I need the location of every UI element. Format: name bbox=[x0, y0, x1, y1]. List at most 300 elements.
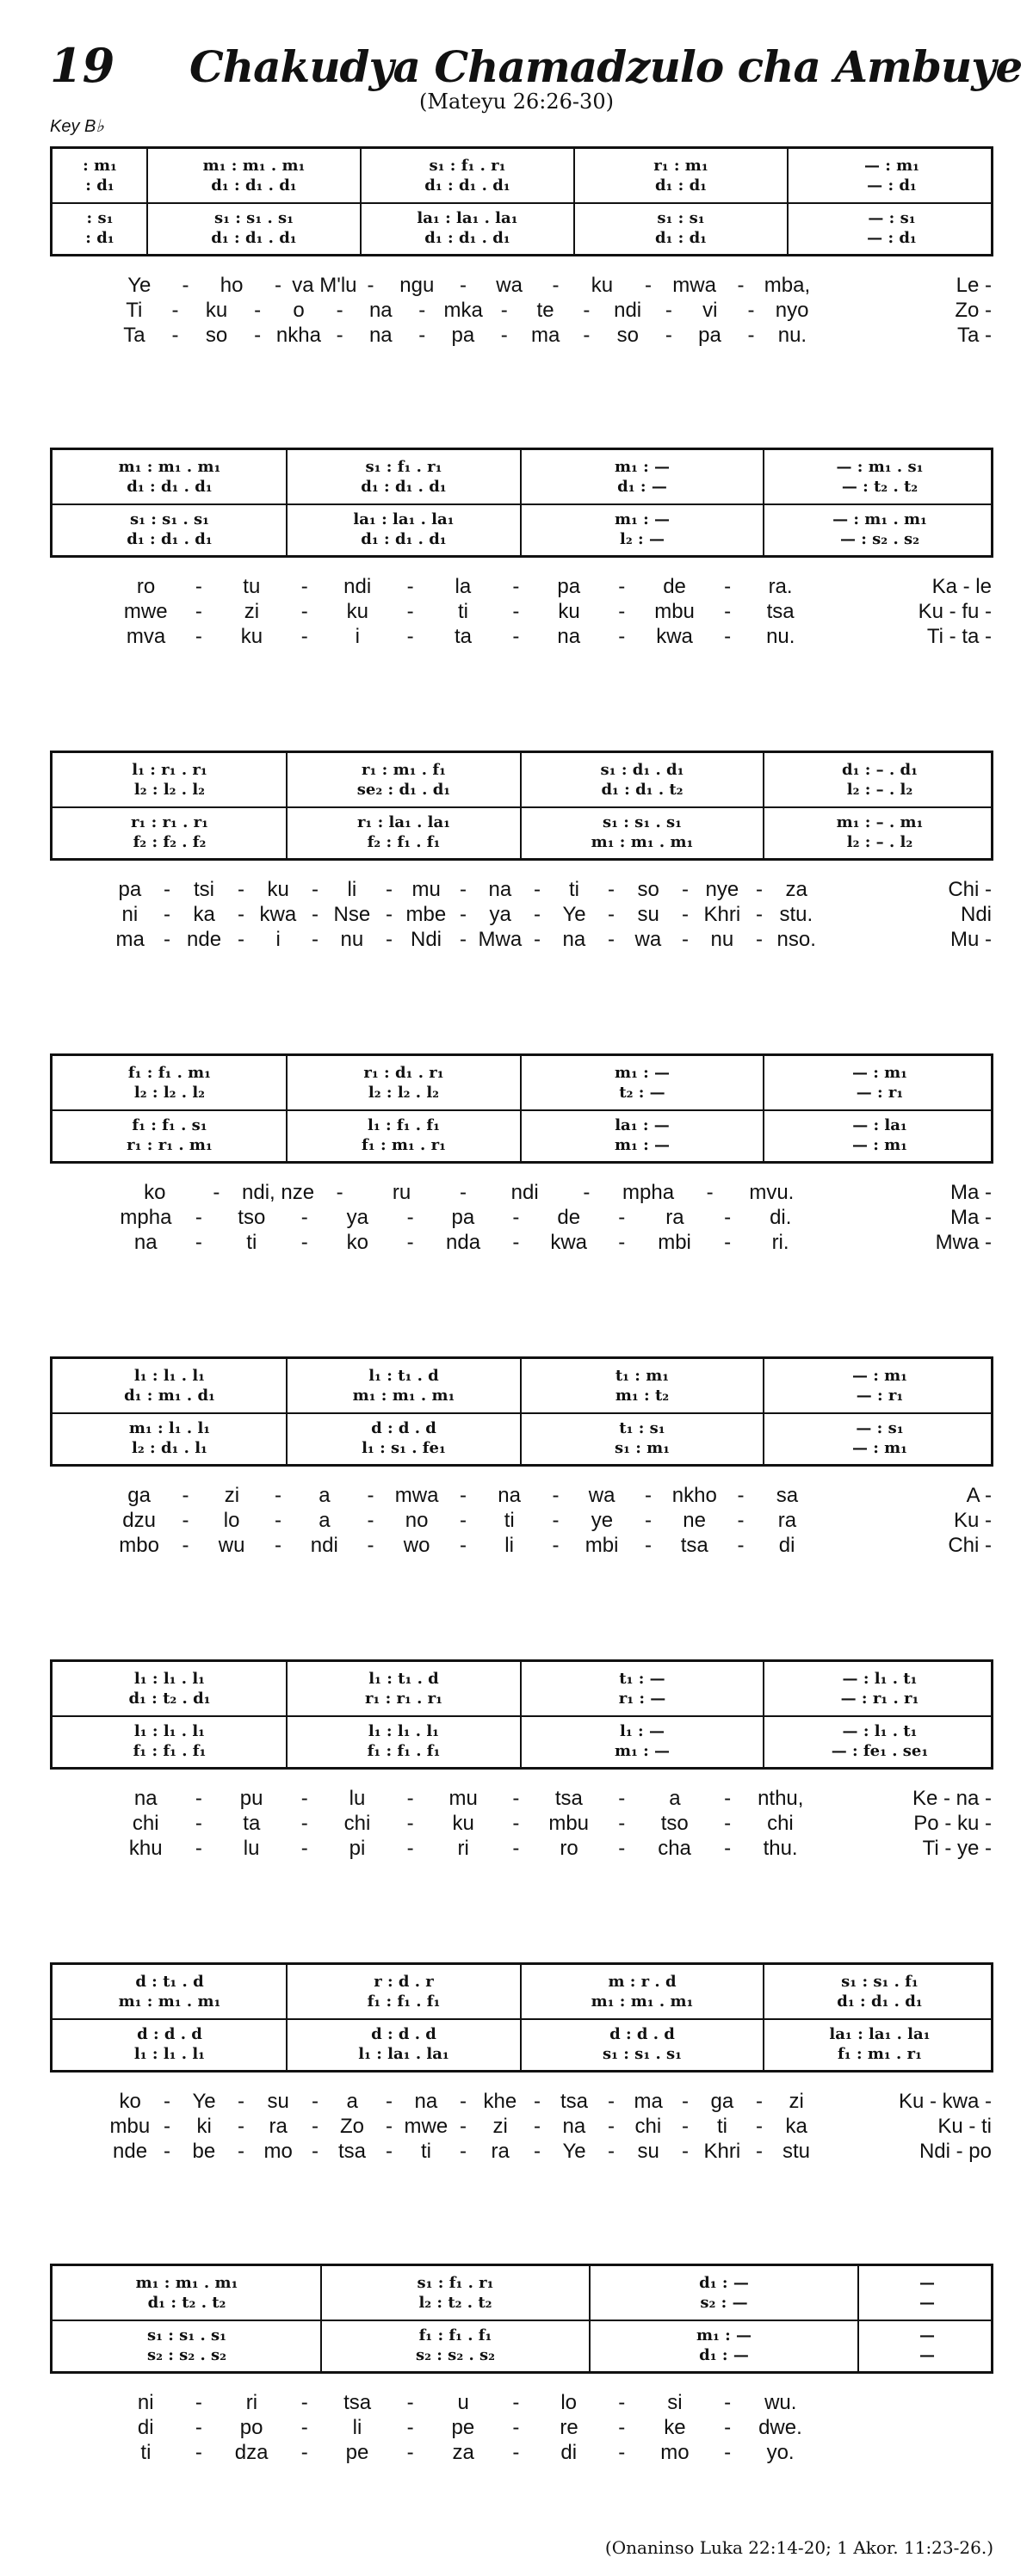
syllable-hyphen: - bbox=[238, 2140, 244, 2163]
syllable-hyphen: - bbox=[195, 2441, 202, 2464]
solfa-notes: — : s₂ . s₂ bbox=[839, 529, 919, 548]
lyric-syllable: thu. bbox=[763, 1837, 798, 1860]
lyric-verse-1 bbox=[50, 2090, 993, 2114]
syllable-hyphen: - bbox=[747, 299, 755, 322]
solfa-notes: s₁ : f₁ . r₁ bbox=[365, 457, 442, 476]
measure bbox=[788, 149, 996, 254]
lyric-syllable: Khri bbox=[703, 903, 741, 926]
lyric-syllable: Ta bbox=[123, 324, 145, 347]
solfa-notes: r₁ : m₁ . f₁ bbox=[362, 760, 446, 779]
measure bbox=[521, 1965, 764, 2070]
voice-part bbox=[521, 1418, 764, 1438]
voice-part bbox=[361, 175, 574, 195]
lyric-syllable: ra. bbox=[768, 575, 793, 598]
lyric-syllable: mvu. bbox=[749, 1181, 795, 1204]
solfa-notes: d₁ : t₂ . d₁ bbox=[128, 1689, 211, 1708]
syllable-hyphen: - bbox=[665, 324, 672, 347]
lyric-syllable: lo bbox=[560, 2391, 578, 2414]
lyric-syllable: ke bbox=[664, 2416, 686, 2439]
solfa-notes: — : t₂ . t₂ bbox=[841, 477, 919, 496]
syllable-hyphen: - bbox=[608, 2090, 615, 2113]
voice-part bbox=[53, 2292, 321, 2313]
lyric-syllable: na bbox=[562, 2115, 586, 2138]
syllable-hyphen: - bbox=[512, 625, 520, 648]
voice-part bbox=[321, 2272, 590, 2293]
syllable-hyphen: - bbox=[300, 1231, 308, 1254]
lyric-syllable: na bbox=[133, 1231, 158, 1254]
syllable-hyphen: - bbox=[386, 928, 393, 951]
lyric-syllable: kwa bbox=[550, 1231, 588, 1254]
voice-part bbox=[521, 831, 764, 852]
lyric-syllable: vi bbox=[702, 299, 718, 322]
lyric-syllable: na bbox=[414, 2090, 438, 2113]
syllable-hyphen: - bbox=[737, 1509, 745, 1532]
lyric-syllable: Zo bbox=[340, 2115, 365, 2138]
lyric-syllable: nu. bbox=[766, 625, 795, 648]
solfa-notes: : d₁ bbox=[85, 176, 114, 195]
lyric-verse-3 bbox=[50, 324, 993, 348]
syllable-hyphen: - bbox=[300, 600, 308, 623]
solfa-notes: l₁ : r₁ . r₁ bbox=[132, 760, 207, 779]
voice-part bbox=[521, 1688, 764, 1708]
syllable-hyphen: - bbox=[724, 1787, 732, 1810]
lyric-syllable: ye bbox=[591, 1509, 614, 1532]
lyric-syllable: pe bbox=[451, 2416, 475, 2439]
measure bbox=[764, 1056, 996, 1161]
lyric-syllable: nkho bbox=[671, 1484, 717, 1507]
voice-part bbox=[287, 1668, 521, 1689]
voice-part bbox=[590, 2325, 858, 2345]
score-system bbox=[50, 751, 993, 861]
lyric-syllable: ndi bbox=[614, 299, 642, 322]
syllable-hyphen: - bbox=[460, 1509, 467, 1532]
syllable-hyphen: - bbox=[608, 903, 615, 926]
solfa-notes: t₁ : m₁ bbox=[615, 1366, 670, 1385]
solfa-notes: f₁ : f₁ . s₁ bbox=[132, 1115, 207, 1134]
lyric-syllable: ti bbox=[421, 2140, 431, 2163]
syllable-hyphen: - bbox=[164, 928, 170, 951]
lyric-syllable: ku bbox=[240, 625, 263, 648]
syllable-hyphen: - bbox=[195, 1837, 202, 1860]
voice-part bbox=[53, 1720, 287, 1741]
syllable-hyphen: - bbox=[682, 2090, 689, 2113]
lyric-syllable: mbu bbox=[109, 2115, 151, 2138]
lyric-syllable: ya bbox=[346, 1206, 368, 1229]
lyric-syllable: ga bbox=[710, 2090, 734, 2113]
lyric-syllable: mwe bbox=[123, 600, 168, 623]
voice-part bbox=[53, 227, 147, 248]
lyric-syllable: nda bbox=[446, 1231, 481, 1254]
measure bbox=[53, 2266, 321, 2371]
solfa-notes: l₂ : – . l₂ bbox=[846, 780, 913, 799]
lyric-verse-1 bbox=[50, 1181, 993, 1205]
lyric-syllable: ku bbox=[591, 274, 614, 297]
solfa-notes: l₂ : t₂ . t₂ bbox=[418, 2293, 492, 2312]
solfa-notes: l₁ : s₁ . fe₁ bbox=[362, 1438, 446, 1457]
syllable-hyphen: - bbox=[460, 903, 467, 926]
syllable-hyphen: - bbox=[406, 625, 414, 648]
voice-part bbox=[764, 509, 996, 529]
solfa-notes: l₁ : l₁ . l₁ bbox=[133, 1721, 206, 1740]
solfa-notes: d₁ : d₁ . d₁ bbox=[211, 228, 297, 247]
lyric-syllable: ku bbox=[346, 600, 368, 623]
lyric-verse-2 bbox=[50, 299, 993, 323]
syllable-hyphen: - bbox=[300, 575, 308, 598]
lyric-syllable: nyo bbox=[775, 299, 809, 322]
syllable-hyphen: - bbox=[300, 2391, 308, 2414]
syllable-hyphen: - bbox=[534, 2140, 541, 2163]
solfa-notes: l₁ : t₁ . d bbox=[368, 1669, 439, 1688]
voice-part bbox=[764, 456, 996, 477]
lyric-syllable: tsa bbox=[554, 1787, 583, 1810]
solfa-notes: f₁ : m₁ . r₁ bbox=[838, 2044, 922, 2063]
voice-part bbox=[287, 1740, 521, 1761]
lyric-syllable: zi bbox=[492, 2115, 508, 2138]
solfa-notes: — bbox=[919, 2293, 935, 2312]
lyric-syllable: nkha bbox=[275, 324, 321, 347]
lyric-syllable: tsa bbox=[560, 2090, 589, 2113]
lyric-pickup: Ti - ye - bbox=[922, 1837, 992, 1860]
lyric-syllable: po bbox=[239, 2416, 263, 2439]
solfa-notes: — : m₁ bbox=[851, 1366, 908, 1385]
syllable-hyphen: - bbox=[164, 2090, 170, 2113]
lyric-syllable: kwa bbox=[656, 625, 693, 648]
voice-part bbox=[764, 476, 996, 497]
syllable-hyphen: - bbox=[418, 324, 426, 347]
lyric-syllable: za bbox=[452, 2441, 474, 2464]
syllable-hyphen: - bbox=[195, 1231, 202, 1254]
voice-part bbox=[858, 2325, 996, 2345]
lyric-syllable: li bbox=[347, 878, 357, 901]
syllable-hyphen: - bbox=[254, 299, 262, 322]
lyric-verse-1 bbox=[50, 1787, 993, 1811]
lyric-syllable: ku bbox=[558, 600, 580, 623]
lyric-syllable: ku bbox=[452, 1812, 474, 1835]
lyric-syllable: nde bbox=[113, 2140, 148, 2163]
solfa-notes: se₂ : d₁ . d₁ bbox=[356, 780, 451, 799]
syllable-hyphen: - bbox=[386, 903, 393, 926]
solfa-notes: la₁ : — bbox=[615, 1115, 670, 1134]
solfa-notes: — : m₁ bbox=[851, 1135, 908, 1154]
solfa-notes: r₁ : r₁ . r₁ bbox=[364, 1689, 443, 1708]
syllable-hyphen: - bbox=[512, 600, 520, 623]
lyric-syllable: Ti bbox=[126, 299, 143, 322]
solfa-notes: d₁ : — bbox=[699, 2345, 749, 2364]
voice-part bbox=[287, 509, 521, 529]
syllable-hyphen: - bbox=[386, 878, 393, 901]
solfa-notes: l₂ : — bbox=[620, 529, 665, 548]
solfa-notes: m₁ : — bbox=[614, 1135, 671, 1154]
voice-part bbox=[53, 1688, 287, 1708]
solfa-notes: r₁ : la₁ . la₁ bbox=[356, 812, 451, 831]
lyric-syllable: ru bbox=[392, 1181, 411, 1204]
solfa-notes: s₁ : s₁ . s₁ bbox=[146, 2326, 227, 2344]
measure bbox=[53, 1359, 287, 1464]
voice-part bbox=[287, 779, 521, 800]
lyric-syllable: ni bbox=[137, 2391, 154, 2414]
lyrics-block bbox=[50, 2391, 993, 2477]
voice-part bbox=[764, 1991, 996, 2011]
solfa-notes: l₁ : l₁ . l₁ bbox=[368, 1721, 440, 1740]
solfa-notes: f₁ : f₁ . f₁ bbox=[367, 1741, 441, 1760]
solfa-notes: la₁ : la₁ . la₁ bbox=[417, 208, 518, 227]
lyrics-block bbox=[50, 878, 993, 964]
solfa-notes: la₁ : la₁ . la₁ bbox=[353, 510, 455, 528]
syllable-hyphen: - bbox=[512, 1206, 520, 1229]
solfa-notes: m₁ : — bbox=[614, 457, 671, 476]
lyric-verse-2 bbox=[50, 1509, 993, 1533]
lyric-syllable: chi bbox=[343, 1812, 371, 1835]
solfa-notes: s₁ : d₁ . d₁ bbox=[600, 760, 684, 779]
voice-part bbox=[53, 1971, 287, 1992]
solfa-notes: d₁ : — bbox=[699, 2273, 749, 2292]
syllable-hyphen: - bbox=[460, 2115, 467, 2138]
lyric-syllable: ri. bbox=[771, 1231, 789, 1254]
voice-part bbox=[287, 528, 521, 549]
voice-part bbox=[521, 456, 764, 477]
solfa-notes: d : t₁ . d bbox=[135, 1972, 204, 1991]
voice-part bbox=[764, 1668, 996, 1689]
measure bbox=[53, 1056, 287, 1161]
solfa-notes: d : d . d bbox=[609, 2024, 675, 2043]
solfa-notes: l₁ : f₁ . f₁ bbox=[368, 1115, 440, 1134]
lyric-syllable: dwe. bbox=[758, 2416, 802, 2439]
voice-part bbox=[147, 155, 361, 176]
lyric-syllable: mba, bbox=[764, 274, 811, 297]
measure bbox=[764, 753, 996, 858]
syllable-hyphen: - bbox=[171, 299, 179, 322]
lyric-syllable: mbo bbox=[119, 1534, 159, 1557]
syllable-hyphen: - bbox=[336, 1181, 343, 1204]
lyric-syllable: Mwa bbox=[478, 928, 523, 951]
syllable-hyphen: - bbox=[534, 878, 541, 901]
voice-part bbox=[287, 1062, 521, 1083]
voice-part bbox=[287, 1971, 521, 1992]
lyric-syllable: chi bbox=[634, 2115, 662, 2138]
solfa-notes: d₁ : – . d₁ bbox=[842, 760, 918, 779]
lyric-syllable: cha bbox=[658, 1837, 691, 1860]
lyric-syllable: kwa bbox=[259, 903, 297, 926]
voice-part bbox=[287, 1385, 521, 1405]
syllable-hyphen: - bbox=[195, 575, 202, 598]
lyric-syllable: ra bbox=[665, 1206, 684, 1229]
syllable-hyphen: - bbox=[608, 878, 615, 901]
lyric-syllable: ho bbox=[220, 274, 244, 297]
voice-part bbox=[287, 476, 521, 497]
solfa-notes: d : d . d bbox=[137, 2024, 202, 2043]
lyric-verse-3 bbox=[50, 1231, 993, 1255]
solfa-notes: s₂ : s₂ . s₂ bbox=[415, 2345, 496, 2364]
voice-part bbox=[53, 812, 287, 832]
solfa-notes: d : d . d bbox=[371, 2024, 436, 2043]
voice-part bbox=[858, 2292, 996, 2313]
solfa-notes: r₁ : r₁ . m₁ bbox=[127, 1135, 213, 1154]
lyric-syllable: ki bbox=[196, 2115, 212, 2138]
lyric-syllable: tso bbox=[660, 1812, 689, 1835]
lyric-syllable: pi bbox=[349, 1837, 366, 1860]
lyric-syllable: ku bbox=[205, 299, 228, 322]
measure bbox=[590, 2266, 858, 2371]
solfa-notes: l₁ : t₁ . d bbox=[368, 1366, 439, 1385]
measure bbox=[764, 450, 996, 555]
syllable-hyphen: - bbox=[406, 2441, 414, 2464]
voice-part bbox=[287, 1082, 521, 1103]
measure bbox=[321, 2266, 590, 2371]
lyric-syllable: u bbox=[457, 2391, 469, 2414]
solfa-notes: m₁ : — bbox=[614, 510, 671, 528]
solfa-notes: s₂ : s₂ . s₂ bbox=[146, 2345, 227, 2364]
syllable-hyphen: - bbox=[583, 299, 591, 322]
solfa-notes: m₁ : — bbox=[696, 2326, 752, 2344]
syllable-hyphen: - bbox=[164, 2140, 170, 2163]
solfa-notes: m₁ : m₁ . m₁ bbox=[202, 156, 306, 175]
lyric-syllable: li bbox=[504, 1534, 514, 1557]
lyric-pickup: Chi - bbox=[948, 878, 992, 901]
measure bbox=[521, 1056, 764, 1161]
syllable-hyphen: - bbox=[312, 2115, 319, 2138]
syllable-hyphen: - bbox=[512, 2416, 520, 2439]
solfa-notes: — bbox=[919, 2326, 935, 2344]
syllable-hyphen: - bbox=[195, 2416, 202, 2439]
hymn-title: Chakudya Chamadzulo cha Ambuye bbox=[189, 41, 1023, 92]
lyric-syllable: a bbox=[346, 2090, 358, 2113]
lyric-syllable: mwa bbox=[672, 274, 716, 297]
voice-part bbox=[53, 759, 287, 780]
measure bbox=[53, 1965, 287, 2070]
solfa-notes: d₁ : d₁ . d₁ bbox=[361, 477, 447, 496]
lyric-syllable: i bbox=[355, 625, 360, 648]
voice-part bbox=[764, 1971, 996, 1992]
voice-part bbox=[858, 2272, 996, 2293]
solfa-notes: s₁ : s₁ . f₁ bbox=[841, 1972, 919, 1991]
measure bbox=[764, 1662, 996, 1767]
lyric-syllable: nu bbox=[340, 928, 364, 951]
lyric-verse-1 bbox=[50, 1484, 993, 1508]
lyric-syllable: de bbox=[557, 1206, 581, 1229]
lyric-pickup: Ta - bbox=[956, 324, 992, 347]
syllable-hyphen: - bbox=[418, 299, 426, 322]
lyric-syllable: khe bbox=[483, 2090, 517, 2113]
measure bbox=[287, 450, 521, 555]
lyric-syllable: tsa bbox=[766, 600, 795, 623]
lyric-syllable: pa bbox=[698, 324, 721, 347]
syllable-hyphen: - bbox=[367, 1509, 374, 1532]
syllable-hyphen: - bbox=[300, 2441, 308, 2464]
lyric-pickup: Ma - bbox=[950, 1181, 992, 1204]
solfa-notes: s₁ : f₁ . r₁ bbox=[429, 156, 506, 175]
lyric-syllable: zi bbox=[789, 2090, 804, 2113]
voice-part bbox=[764, 831, 996, 852]
syllable-hyphen: - bbox=[238, 2090, 244, 2113]
syllable-hyphen: - bbox=[534, 928, 541, 951]
lyric-syllable: Ye bbox=[562, 2140, 586, 2163]
syllable-hyphen: - bbox=[195, 600, 202, 623]
solfa-notes: f₂ : f₂ . f₂ bbox=[133, 832, 207, 851]
syllable-hyphen: - bbox=[724, 1812, 732, 1835]
lyric-syllable: ga bbox=[127, 1484, 151, 1507]
syllable-hyphen: - bbox=[512, 2441, 520, 2464]
lyric-syllable: ndi bbox=[310, 1534, 338, 1557]
solfa-notes: m₁ : m₁ . m₁ bbox=[118, 1992, 221, 2011]
lyric-syllable: a bbox=[319, 1484, 331, 1507]
lyric-syllable: ne bbox=[683, 1509, 706, 1532]
solfa-notes: t₁ : — bbox=[619, 1669, 665, 1688]
lyric-verse-2 bbox=[50, 1812, 993, 1836]
syllable-hyphen: - bbox=[195, 1206, 202, 1229]
lyric-verse-3 bbox=[50, 2140, 993, 2164]
syllable-hyphen: - bbox=[756, 2140, 763, 2163]
syllable-hyphen: - bbox=[300, 2416, 308, 2439]
solfa-notes: r₁ : — bbox=[618, 1689, 666, 1708]
lyric-verse-3 bbox=[50, 928, 993, 952]
syllable-hyphen: - bbox=[238, 928, 244, 951]
solfa-notes: l₂ : l₂ . l₂ bbox=[133, 1083, 206, 1102]
syllable-hyphen: - bbox=[336, 324, 343, 347]
syllable-hyphen: - bbox=[238, 903, 244, 926]
syllable-hyphen: - bbox=[406, 1206, 414, 1229]
syllable-hyphen: - bbox=[583, 1181, 591, 1204]
lyric-verse-1 bbox=[50, 2391, 993, 2415]
measure bbox=[574, 149, 788, 254]
lyrics-block bbox=[50, 1181, 993, 1267]
lyric-syllable: chi bbox=[767, 1812, 794, 1835]
voice-part bbox=[53, 1134, 287, 1155]
lyric-syllable: ndi, nze bbox=[242, 1181, 315, 1204]
lyric-verse-3 bbox=[50, 625, 993, 649]
lyric-syllable: tsa bbox=[338, 2140, 367, 2163]
lyrics-block bbox=[50, 2090, 993, 2176]
lyric-syllable: wu bbox=[218, 1534, 245, 1557]
syllable-hyphen: - bbox=[618, 1206, 626, 1229]
syllable-hyphen: - bbox=[275, 1484, 281, 1507]
syllable-hyphen: - bbox=[460, 878, 467, 901]
voice-part bbox=[764, 1720, 996, 1741]
measure bbox=[287, 753, 521, 858]
syllable-hyphen: - bbox=[608, 2140, 615, 2163]
voice-part bbox=[521, 509, 764, 529]
lyric-syllable: lu bbox=[243, 1837, 260, 1860]
syllable-hyphen: - bbox=[406, 1787, 414, 1810]
lyric-syllable: mpha bbox=[120, 1206, 172, 1229]
syllable-hyphen: - bbox=[213, 1181, 220, 1204]
solfa-notes: s₁ : s₁ . s₁ bbox=[602, 812, 683, 831]
syllable-hyphen: - bbox=[618, 2416, 626, 2439]
voice-part bbox=[521, 2023, 764, 2044]
lyric-syllable: nu. bbox=[777, 324, 807, 347]
solfa-notes: l₂ : d₁ . l₁ bbox=[132, 1438, 207, 1457]
lyric-syllable: su bbox=[267, 2090, 289, 2113]
lyric-syllable: pu bbox=[239, 1787, 263, 1810]
syllable-hyphen: - bbox=[618, 625, 626, 648]
lyric-syllable: a bbox=[319, 1509, 331, 1532]
lyric-verse-1 bbox=[50, 274, 993, 298]
syllable-hyphen: - bbox=[534, 2090, 541, 2113]
solfa-notes: r₁ : d₁ . r₁ bbox=[363, 1063, 444, 1082]
syllable-hyphen: - bbox=[552, 274, 560, 297]
syllable-hyphen: - bbox=[182, 274, 189, 297]
solfa-notes: — : m₁ . m₁ bbox=[832, 510, 927, 528]
lyric-syllable: di bbox=[560, 2441, 578, 2464]
lyric-syllable: wa bbox=[496, 274, 523, 297]
solfa-notes: — : m₁ bbox=[851, 1063, 908, 1082]
voice-part bbox=[287, 759, 521, 780]
voice-part bbox=[590, 2292, 858, 2313]
lyric-syllable: ra bbox=[269, 2115, 288, 2138]
lyric-syllable: mka bbox=[443, 299, 483, 322]
syllable-hyphen: - bbox=[367, 1534, 374, 1557]
solfa-notes: d : d . d bbox=[371, 1418, 436, 1437]
syllable-hyphen: - bbox=[164, 878, 170, 901]
